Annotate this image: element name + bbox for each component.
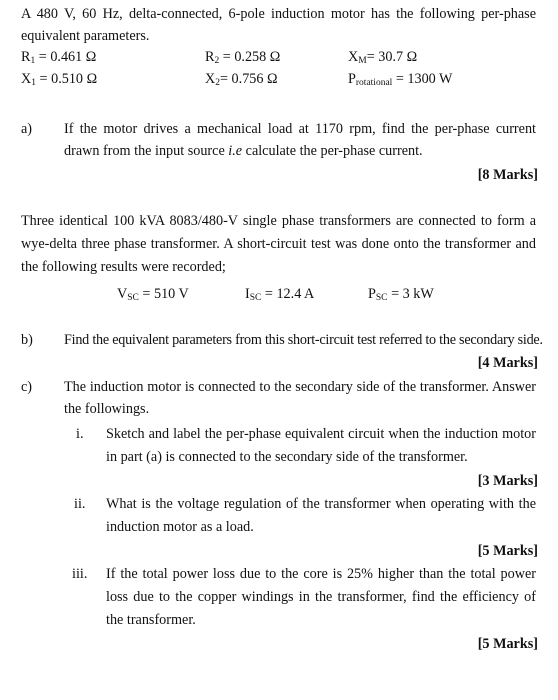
question-a-text: If the motor drives a mechanical load at 1170 rpm, find the per-phase current drawn from the input source i.e calculate the per-phase current. [64,121,536,159]
isc-value: $I_{SC} = 12.4$ A [245,286,315,303]
question-c-marker: c) [21,379,33,395]
question-b-marker: b) [21,332,33,348]
question-b-marks: [4 Marks] [477,355,538,371]
question-c-i-text: Sketch and label the per-phase equivalent circuit when the induction motor in part (a) is connected to the secondary side of the transformer. [106,426,536,465]
question-c-iii-marks: [5 Marks] [477,636,538,652]
question-c-iii-text: If the total power loss due to the core is 25% higher than the total power loss due to the copper windings in the transformer, find the efficiency of the transformer. [106,566,536,628]
question-b-text: Find the equivalent parameters from this short-circuit test referred to the secondary side. [64,332,543,348]
question-c-i-marks: [3 Marks] [477,473,538,489]
question-a-marks: [8 Marks] [477,167,538,183]
question-c-ii-text: What is the voltage regulation of the transformer when operating with the induction motor as a load. [106,496,536,535]
question-a-marker: a) [21,121,33,137]
transformer-paragraph: Three identical 100 kVA 8083/480-V single phase transformers are connected to form a wye-delta three phase transformer. A short-circuit test was done onto the transformer and the following results were recorded; [21,213,536,275]
param-xm: $X_M= 30.7$ Ω [348,49,418,66]
param-x2: $X_2= 0.756$ Ω [205,71,278,88]
question-c-text: The induction motor is connected to the secondary side of the transformer. Answer the followings. [64,379,536,417]
question-c-ii-marks: [5 Marks] [477,543,538,559]
question-c-iii-marker: iii. [72,566,88,582]
param-p-rotational: $P_{rotational} = 1300$ W [348,71,453,88]
psc-value: $P_{SC} = 3$ kW [368,286,434,303]
question-c-i-marker: i. [76,426,84,442]
param-r1: $R_1 = 0.461$ Ω [21,49,97,66]
param-x1: $X_1 = 0.510$ Ω [21,71,98,88]
question-c-ii-marker: ii. [74,496,86,512]
intro-paragraph: A 480 V, 60 Hz, delta-connected, 6-pole induction motor has the following per-phase equivalent parameters. [21,6,536,44]
vsc-value: $V_{SC} = 510$ V [117,286,189,303]
param-r2: $R_2 = 0.258$ Ω [205,49,281,66]
